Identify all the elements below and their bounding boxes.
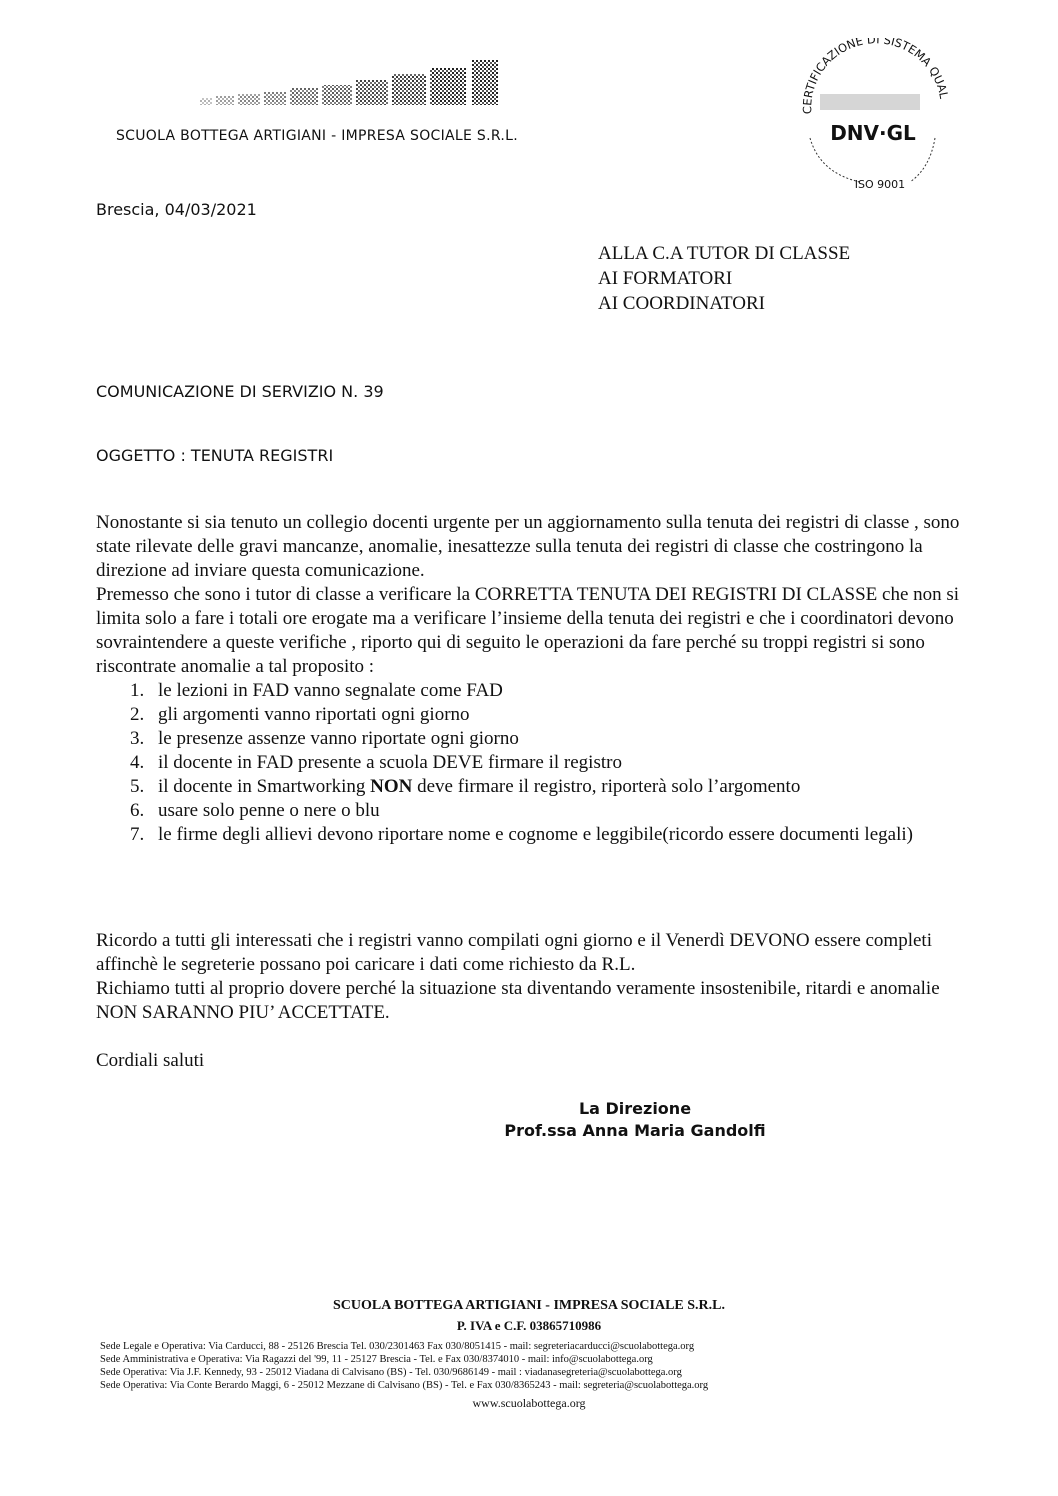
body-paragraph: Premesso che sono i tutor di classe a verificare la CORRETTA TENUTA DEI REGISTRI DI CLASSE che non si limita solo a fare i totali ore erogate ma a verificare l’insieme della tenuta dei registri e che i coordinatori devono sovraintendere a queste verifiche , riporto qui di seguito le operazioni da fare perché su troppi registri si sono riscontrate anomalie a tal proposito : — [96, 584, 960, 677]
footer-address-line: Sede Legale e Operativa: Via Carducci, 88 - 25126 Brescia Tel. 030/2301463 Fax 030/8051415 - mail: segreteriacarducci@scuolabottega.org — [100, 1341, 695, 1352]
footer-vat: P. IVA e C.F. 03865710986 — [456, 1318, 602, 1333]
footer-title: SCUOLA BOTTEGA ARTIGIANI - IMPRESA SOCIALE S.R.L. — [333, 1298, 725, 1313]
closing-paragraph: Ricordo a tutti gli interessati che i registri vanno compilati ogni giorno e il Venerdì DEVONO essere completi affinchè le segreterie possano poi caricare i dati come richiesto da R.L. — [96, 930, 932, 975]
recipient-line: AI COORDINATORI — [598, 293, 765, 314]
certification-seal — [790, 38, 955, 188]
seal-mark — [820, 94, 920, 110]
footer-addresses — [100, 1340, 962, 1392]
list-item: 4. il docente in FAD presente a scuola DEVE firmare il registro — [130, 752, 622, 773]
recipient-line: AI FORMATORI — [598, 268, 733, 289]
recipients-block — [598, 241, 850, 316]
seal-arc-text: CERTIFICAZIONE DI SISTEMA QUAL — [800, 38, 952, 115]
seal-brand: DNV·GL — [830, 121, 916, 145]
letter-date: Brescia, 04/03/2021 — [96, 200, 257, 219]
communication-number: COMUNICAZIONE DI SERVIZIO N. 39 — [96, 382, 384, 401]
list-item: 3. le presenze assenze vanno riportate ogni giorno — [130, 728, 519, 749]
list-item: 2. gli argomenti vanno riportati ogni giorno — [130, 704, 470, 725]
list-item: 6. usare solo penne o nere o blu — [130, 800, 380, 821]
logo-graphic — [200, 60, 500, 115]
footer-address-line: Sede Operativa: Via Conte Berardo Maggi, 6 - 25012 Mezzane di Calvisano (BS) - Tel. e Fax 030/8365243 - mail: segreteria@scuolabottega.org — [100, 1380, 709, 1391]
closing-block — [96, 929, 966, 1025]
list-item: 7. le firme degli allievi devono riportare nome e cognome e leggibile(ricordo essere documenti legali) — [130, 824, 913, 845]
list-item: 1. le lezioni in FAD vanno segnalate come FAD — [130, 680, 503, 701]
closing-paragraph: Richiamo tutti al proprio dovere perché la situazione sta diventando veramente insostenibile, ritardi e anomalie NON SARANNO PIU’ ACCETTATE. — [96, 978, 940, 1023]
footer-address-line: Sede Operativa: Via J.F. Kennedy, 93 - 25012 Viadana di Calvisano (BS) - Tel. 030/9686149 - mail : viadanasegreteria@scuolabottega.org — [100, 1367, 682, 1378]
footer-address-line: Sede Amministrativa e Operativa: Via Ragazzi del '99, 11 - 25127 Brescia - Tel. e Fax 030/8374010 - mail: info@scuolabottega.org — [100, 1354, 653, 1365]
footer-website: www.scuolabottega.org — [472, 1396, 586, 1410]
recipient-line: ALLA C.A TUTOR DI CLASSE — [598, 243, 851, 264]
list-item: 5. il docente in Smartworking NON deve firmare il registro, riporterà solo l’argomento — [130, 776, 801, 797]
scuola-bottega-logo — [200, 60, 500, 115]
instruction-list — [96, 679, 966, 847]
school-name: SCUOLA BOTTEGA ARTIGIANI - IMPRESA SOCIALE S.R.L. — [116, 128, 518, 144]
signature-title: La Direzione — [578, 1099, 692, 1118]
subject-line: OGGETTO : TENUTA REGISTRI — [96, 446, 334, 465]
signature-name: Prof.ssa Anna Maria Gandolfi — [504, 1121, 766, 1140]
letter-body — [96, 511, 966, 847]
body-paragraph: Nonostante si sia tenuto un collegio docenti urgente per un aggiornamento sulla tenuta dei registri di classe , sono state rilevate delle gravi mancanze, anomalie, inesattezze sulla tenuta dei registri di classe che costringono la direzione ad inviare questa comunicazione. — [96, 512, 960, 581]
seal-standard: ISO 9001 — [854, 178, 906, 188]
signature-block — [480, 1098, 790, 1142]
greeting: Cordiali saluti — [96, 1050, 205, 1071]
